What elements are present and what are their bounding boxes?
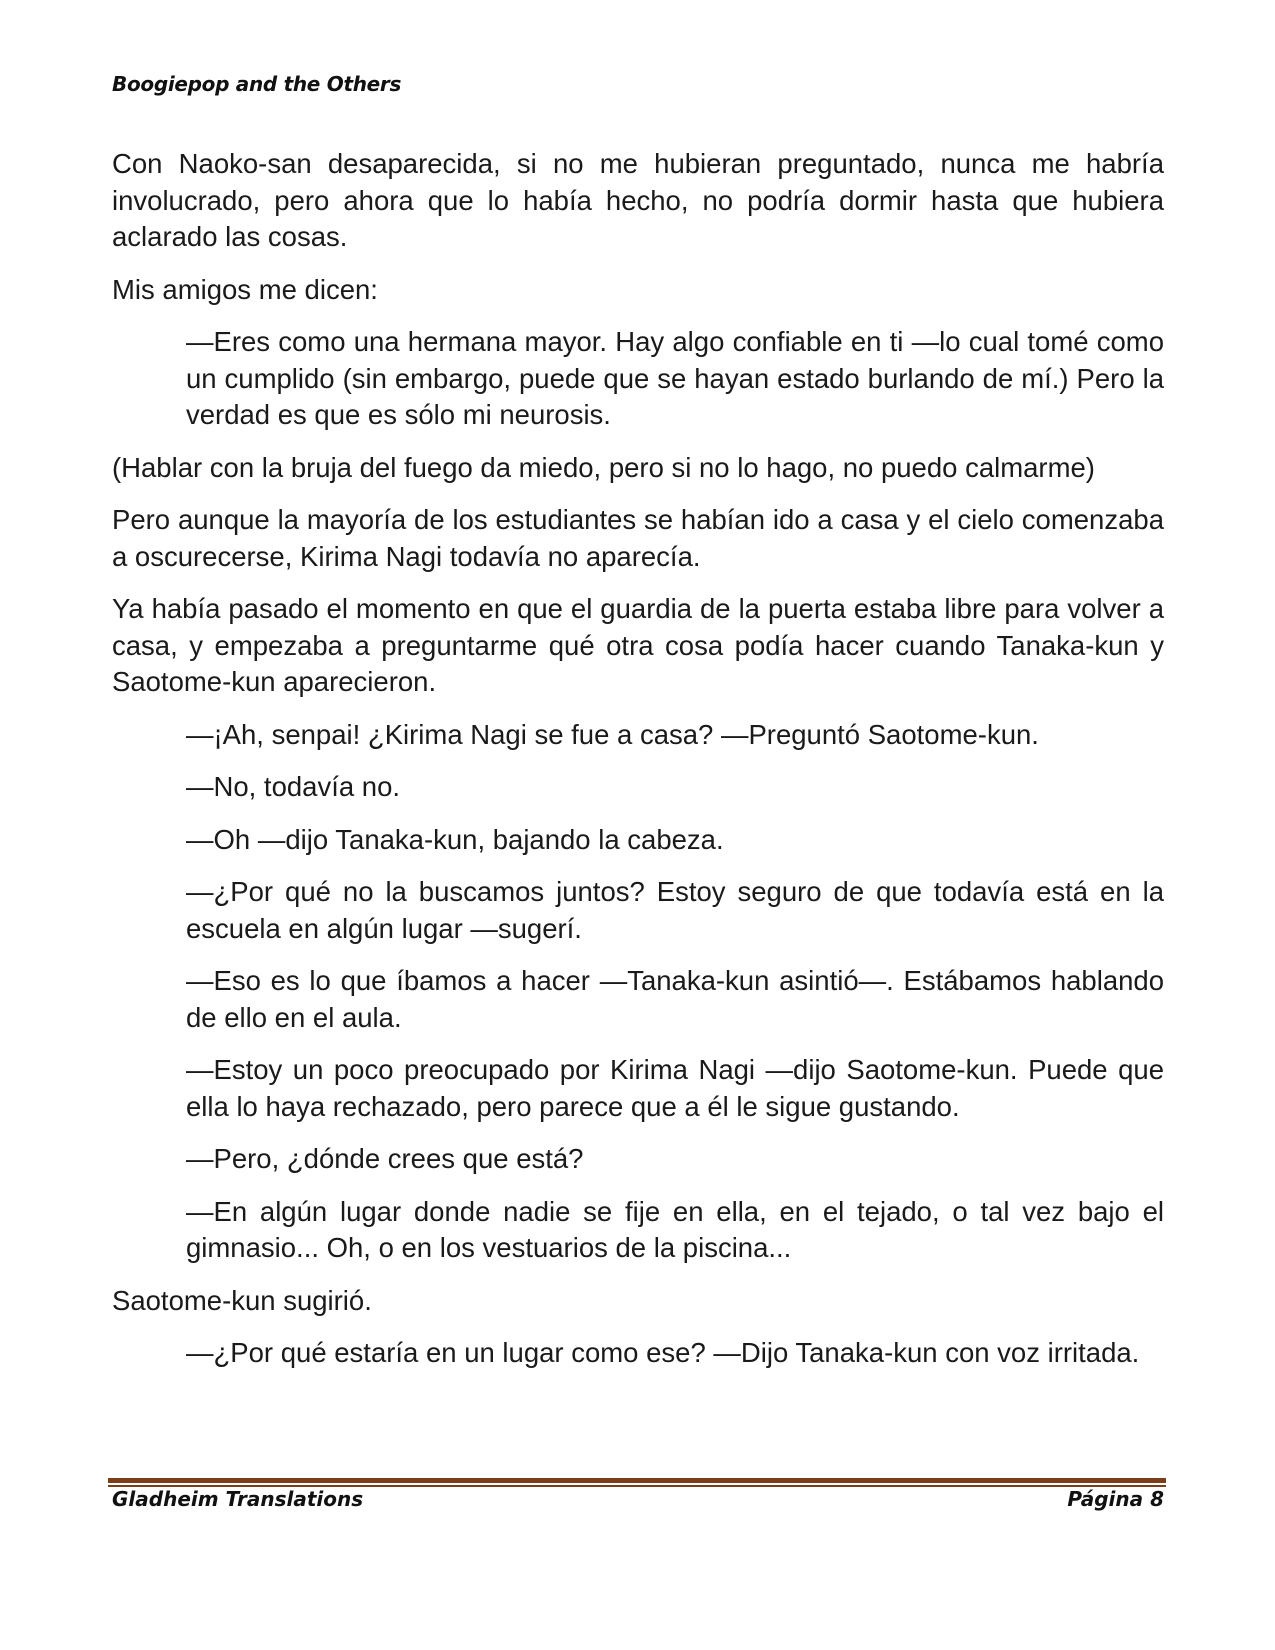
dialogue-paragraph: —¿Por qué no la buscamos juntos? Estoy seguro de que todavía está en la escuela en algún lugar —sugerí.	[186, 876, 1164, 944]
dialogue-paragraph: —Estoy un poco preocupado por Kirima Nagi —dijo Saotome-kun. Puede que ella lo haya rechazado, pero parece que a él le sigue gustando.	[186, 1054, 1164, 1122]
dialogue-paragraph: —Pero, ¿dónde crees que está?	[186, 1143, 584, 1174]
paragraph: Saotome-kun sugirió.	[112, 1284, 372, 1316]
dialogue-paragraph: —No, todavía no.	[186, 771, 401, 802]
dialogue-paragraph: —Eres como una hermana mayor. Hay algo confiable en ti —lo cual tomé como un cumplido (sin embargo, puede que se hayan estado burlando de mí.) Pero la verdad es que es sólo mi neurosis.	[186, 326, 1164, 430]
page-body	[112, 146, 1164, 1388]
footer-divider-thick-line	[108, 1478, 1166, 1483]
page-footer	[112, 1487, 1164, 1511]
paragraph: Con Naoko-san desaparecida, si no me hubieran preguntado, nunca me habría involucrado, pero ahora que lo había hecho, no podría dormir hasta que hubiera aclarado las cosas.	[112, 148, 1164, 252]
paragraph: Ya había pasado el momento en que el guardia de la puerta estaba libre para volver a casa, y empezaba a preguntarme qué otra cosa podía hacer cuando Tanaka-kun y Saotome-kun aparecieron.	[112, 593, 1164, 697]
paragraph: Mis amigos me dicen:	[112, 273, 378, 305]
dialogue-paragraph: —Eso es lo que íbamos a hacer —Tanaka-kun asintió—. Estábamos hablando de ello en el aula.	[186, 965, 1164, 1033]
book-title-header: Boogiepop and the Others	[112, 72, 402, 96]
translator-credit: Gladheim Translations	[112, 1487, 364, 1511]
page-number: Página 8	[1067, 1487, 1164, 1511]
paragraph: Pero aunque la mayoría de los estudiantes se habían ido a casa y el cielo comenzaba a oscurecerse, Kirima Nagi todavía no aparecía.	[112, 504, 1164, 572]
dialogue-paragraph: —¿Por qué estaría en un lugar como ese? —Dijo Tanaka-kun con voz irritada.	[186, 1337, 1140, 1368]
dialogue-paragraph: —¡Ah, senpai! ¿Kirima Nagi se fue a casa? —Preguntó Saotome-kun.	[186, 718, 1039, 750]
paragraph: (Hablar con la bruja del fuego da miedo, pero si no lo hago, no puedo calmarme)	[112, 451, 1095, 483]
dialogue-paragraph: —En algún lugar donde nadie se fije en ella, en el tejado, o tal vez bajo el gimnasio... Oh, o en los vestuarios de la piscina...	[186, 1195, 1164, 1263]
dialogue-paragraph: —Oh —dijo Tanaka-kun, bajando la cabeza.	[186, 823, 724, 855]
